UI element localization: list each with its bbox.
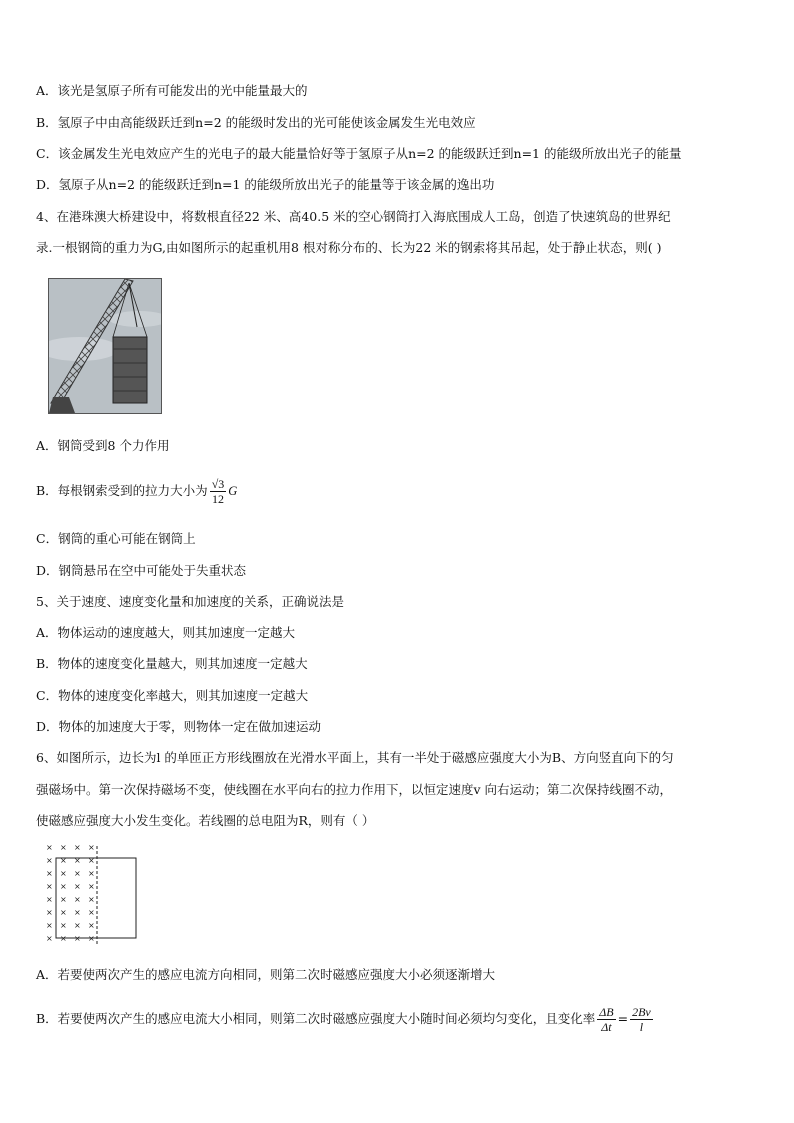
fraction-denominator: 12 bbox=[211, 492, 224, 506]
field-cross-mark: × bbox=[88, 856, 95, 865]
field-cross-mark: × bbox=[46, 882, 53, 891]
field-cross-mark: × bbox=[88, 882, 95, 891]
q3-option-a: A．该光是氢原子所有可能发出的光中能量最大的 bbox=[36, 83, 308, 98]
field-cross-mark: × bbox=[46, 895, 53, 904]
field-cross-mark: × bbox=[60, 856, 67, 865]
q4-option-a: A．钢筒受到8 个力作用 bbox=[36, 438, 170, 453]
field-cross-mark: × bbox=[46, 869, 53, 878]
q3-option-d: D．氢原子从n=2 的能级跃迁到n=1 的能级所放出光子的能量等于该金属的逸出功 bbox=[36, 177, 495, 192]
equals-sign: = bbox=[617, 1011, 629, 1026]
crane-photo bbox=[48, 278, 162, 414]
field-cross-mark: × bbox=[74, 895, 81, 904]
field-cross-mark: × bbox=[74, 882, 81, 891]
rate-numerator: ΔB bbox=[599, 1005, 614, 1019]
q4-option-b-fraction bbox=[210, 477, 227, 506]
field-cross-mark: × bbox=[74, 843, 81, 852]
q4-option-c: C．钢筒的重心可能在钢筒上 bbox=[36, 531, 196, 546]
field-cross-mark: × bbox=[60, 934, 67, 943]
q6-stem-line3: 使磁感应强度大小发生变化。若线圈的总电阻为R，则有（ ） bbox=[36, 813, 375, 828]
q5-option-c: C．物体的速度变化率越大，则其加速度一定越大 bbox=[36, 688, 309, 703]
field-cross-mark: × bbox=[88, 843, 95, 852]
q6-option-a: A．若要使两次产生的感应电流方向相同，则第二次时磁感应强度大小必须逐渐增大 bbox=[36, 967, 496, 982]
field-cross-mark: × bbox=[74, 869, 81, 878]
q6-stem-line2: 强磁场中。第一次保持磁场不变，使线圈在水平向右的拉力作用下，以恒定速度v 向右运动；第二次保持线圈不动， bbox=[36, 782, 673, 797]
field-cross-mark: × bbox=[60, 895, 67, 904]
field-cross-mark: × bbox=[60, 921, 67, 930]
field-cross-mark: × bbox=[88, 869, 95, 878]
q5-stem: 5、关于速度、速度变化量和加速度的关系，正确说法是 bbox=[36, 594, 344, 609]
rate-denominator: Δt bbox=[601, 1020, 612, 1034]
field-cross-mark: × bbox=[60, 882, 67, 891]
q4-option-b-symbol: G bbox=[228, 484, 238, 498]
q6-stem-line1: 6、如图所示，边长为l 的单匝正方形线圈放在光滑水平面上，其有一半处于磁感应强度大小为B、方向竖直向下的匀 bbox=[36, 750, 674, 765]
q6-option-b bbox=[36, 1005, 655, 1034]
rhs-denominator: l bbox=[639, 1020, 644, 1034]
field-cross-mark: × bbox=[46, 843, 53, 852]
q4-option-b-prefix: B．每根钢索受到的拉力大小为 bbox=[36, 483, 208, 498]
q5-option-d: D．物体的加速度大于零，则物体一定在做加速运动 bbox=[36, 719, 322, 734]
q4-stem-line1: 4、在港珠澳大桥建设中，将数根直径22 米、高40.5 米的空心钢筒打入海底围成人工岛，创造了快速筑岛的世界纪 bbox=[36, 209, 671, 224]
crane-illustration bbox=[49, 279, 161, 413]
field-cross-mark: × bbox=[74, 934, 81, 943]
q3-option-b: B．氢原子中由高能级跃迁到n=2 的能级时发出的光可能使该金属发生光电效应 bbox=[36, 115, 476, 130]
field-cross-mark: × bbox=[88, 934, 95, 943]
q3-option-c: C．该金属发生光电效应产生的光电子的最大能量恰好等于氢原子从n=2 的能级跃迁到n=1 的能级所放出光子的能量 bbox=[36, 146, 682, 161]
field-cross-mark: × bbox=[46, 856, 53, 865]
rate-fraction bbox=[597, 1005, 615, 1034]
field-cross-mark: × bbox=[88, 895, 95, 904]
q4-option-b bbox=[36, 477, 237, 506]
q4-stem-line2: 录.一根钢筒的重力为G,由如图所示的起重机用8 根对称分布的、长为22 米的钢索将其吊起，处于静止状态，则( ) bbox=[36, 240, 662, 255]
field-cross-mark: × bbox=[46, 921, 53, 930]
field-cross-mark: × bbox=[60, 869, 67, 878]
field-cross-mark: × bbox=[74, 908, 81, 917]
field-cross-mark: × bbox=[60, 908, 67, 917]
magnetic-field-figure bbox=[42, 842, 142, 950]
q5-option-b: B．物体的速度变化量越大，则其加速度一定越大 bbox=[36, 656, 308, 671]
q6-option-b-text: B．若要使两次产生的感应电流大小相同，则第二次时磁感应强度大小随时间必须均匀变化，且变化率 bbox=[36, 1011, 596, 1026]
field-cross-mark: × bbox=[46, 908, 53, 917]
field-cross-mark: × bbox=[60, 843, 67, 852]
rhs-numerator: 2Bv bbox=[632, 1005, 651, 1019]
q5-option-a: A．物体运动的速度越大，则其加速度一定越大 bbox=[36, 625, 296, 640]
field-diagram bbox=[42, 842, 142, 950]
rhs-fraction bbox=[630, 1005, 653, 1034]
q4-option-d: D．钢筒悬吊在空中可能处于失重状态 bbox=[36, 563, 247, 578]
field-cross-mark: × bbox=[74, 856, 81, 865]
field-cross-mark: × bbox=[46, 934, 53, 943]
field-cross-mark: × bbox=[88, 908, 95, 917]
fraction-numerator: √3 bbox=[211, 477, 225, 491]
field-cross-mark: × bbox=[74, 921, 81, 930]
field-cross-mark: × bbox=[88, 921, 95, 930]
